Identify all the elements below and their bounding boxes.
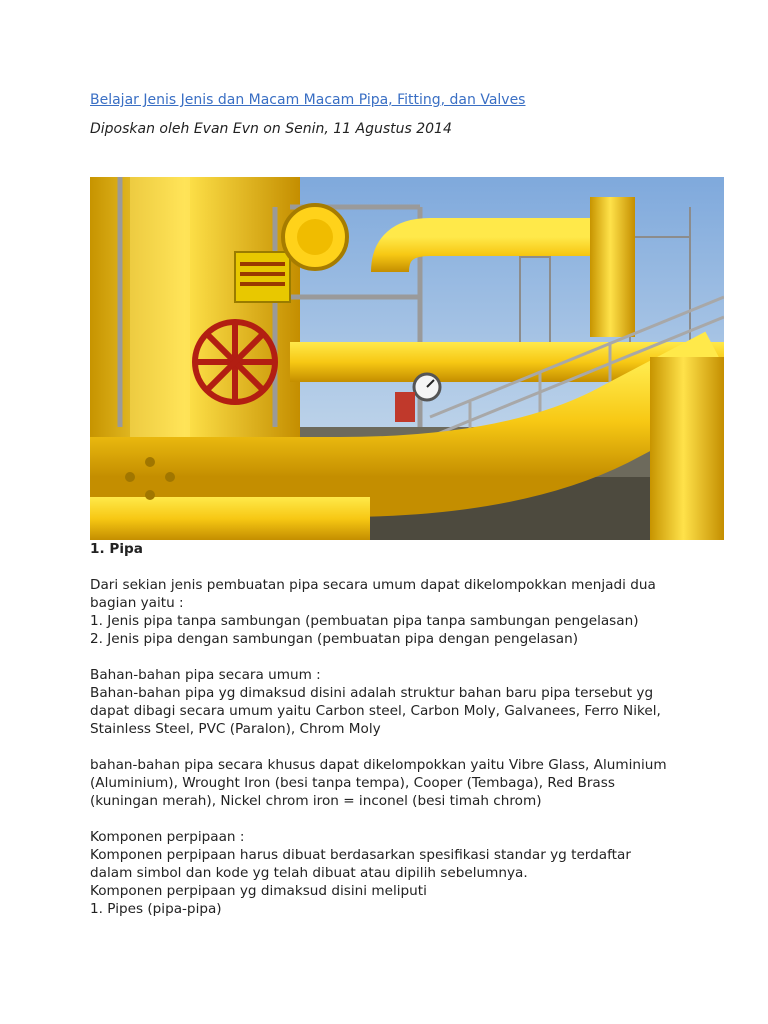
paragraph-line: (kuningan merah), Nickel chrom iron = inconel (besi timah chrom) [90,793,542,809]
list-item: 1. Pipes (pipa-pipa) [90,901,222,917]
spacer [90,558,730,576]
section-heading-pipa: 1. Pipa [90,541,143,557]
paragraph-line: Bahan-bahan pipa secara umum : [90,667,321,683]
spacer [90,810,730,828]
list-item: 1. Jenis pipa tanpa sambungan (pembuatan pipa tanpa sambungan pengelasan) [90,613,639,629]
paragraph-line: Bahan-bahan pipa yg dimaksud disini adalah struktur bahan baru pipa tersebut yg [90,685,654,701]
paragraph-line: (Aluminium), Wrought Iron (besi tanpa tempa), Cooper (Tembaga), Red Brass [90,775,615,791]
paragraph-line: Dari sekian jenis pembuatan pipa secara umum dapat dikelompokkan menjadi dua [90,577,656,593]
industrial-pipeline-photo-icon [90,177,724,540]
post-body [90,540,730,918]
paragraph-line: Komponen perpipaan harus dibuat berdasarkan spesifikasi standar yg terdaftar [90,847,631,863]
spacer [90,648,730,666]
post-title-link[interactable]: Belajar Jenis Jenis dan Macam Macam Pipa, Fitting, dan Valves [90,92,526,108]
post-byline: Diposkan oleh Evan Evn on Senin, 11 Agustus 2014 [90,121,452,137]
paragraph-line: Komponen perpipaan yg dimaksud disini meliputi [90,883,427,899]
list-item: 2. Jenis pipa dengan sambungan (pembuatan pipa dengan pengelasan) [90,631,578,647]
paragraph-line: bahan-bahan pipa secara khusus dapat dikelompokkan yaitu Vibre Glass, Aluminium [90,757,667,773]
spacer [90,738,730,756]
paragraph-line: Komponen perpipaan : [90,829,245,845]
paragraph-line: dapat dibagi secara umum yaitu Carbon steel, Carbon Moly, Galvanees, Ferro Nikel, [90,703,661,719]
paragraph-line: Stainless Steel, PVC (Paralon), Chrom Moly [90,721,381,737]
paragraph-line: dalam simbol dan kode yg telah dibuat atau dipilih sebelumnya. [90,865,528,881]
hero-image [90,177,724,540]
paragraph-line: bagian yaitu : [90,595,184,611]
